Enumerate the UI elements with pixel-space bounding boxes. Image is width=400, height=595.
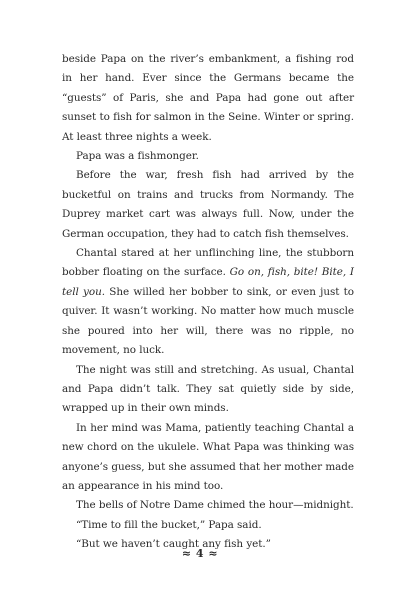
paragraph-2: Papa was a fishmonger.: [76, 150, 199, 163]
paragraph-9: “But we haven’t caught any fish yet.”: [76, 538, 271, 551]
body-text: [62, 50, 354, 555]
paragraph-6: In her mind was Mama, patiently teaching Chantal a new chord on the ukulele. What Papa was thinking was anyone’s guess, but she assumed that her mother made an appearance in his mind too.: [62, 421, 354, 492]
paragraph-5: The night was still and stretching. As usual, Chantal and Papa didn’t talk. They sat quietly side by side, wrapped up in their own minds.: [62, 363, 354, 415]
page-number: ≈ 4 ≈: [181, 547, 219, 560]
paragraph-8: “Time to fill the bucket,” Papa said.: [76, 518, 262, 531]
paragraph-7: The bells of Notre Dame chimed the hour—midnight.: [76, 499, 354, 512]
paragraph-1: beside Papa on the river’s embankment, a fishing rod in her hand. Ever since the Germans became the “guests” of Paris, she and Papa had gone out after sunset to fish for salmon in the Seine. Winter or spring. At least three nights a week.: [62, 53, 354, 143]
italic-thought: Go on, fish, bite! Bite, I tell you.: [62, 266, 354, 298]
paragraph-3: Before the war, fresh fish had arrived by the bucketful on trains and trucks from Normandy. The Duprey market cart was always full. Now, under the German occupation, they had to catch fish themselves.: [62, 169, 354, 240]
paragraph-4: Chantal stared at her unflinching line, the stubborn bobber floating on the surface. Go on, fish, bite! Bite, I tell you. She willed her bobber to sink, or even just to quiver. It wasn’t working. No matter how much muscle she poured into her will, there was no ripple, no movement, no luck.: [62, 247, 354, 357]
